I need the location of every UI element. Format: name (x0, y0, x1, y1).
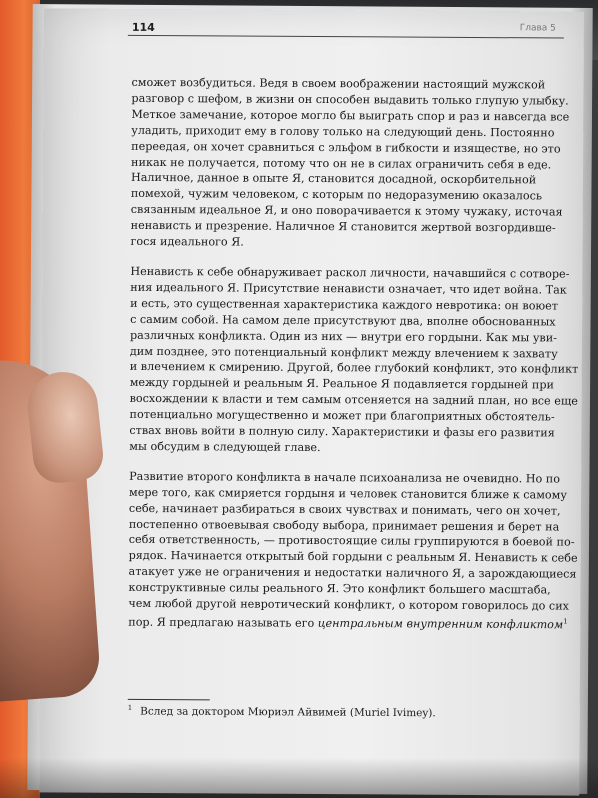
footnote-text: Вслед за доктором Мюриэл Айвимей (Muriel Ivimey). (140, 705, 436, 720)
text-line: себе, начинает разбираться в своих чувствах и понимать, чего он хочет, (128, 501, 561, 518)
text-line: переедая, он хочет сравниться с эльфом в гибкости и изяществе, но это (131, 139, 561, 156)
text-line: атакует уже не ограничения и недостатки наличного Я, а зарождающиеся (128, 565, 577, 581)
text-line (128, 612, 568, 633)
text-line: постепенно отвоевывая свободу выбора, принимает решения и берет на (128, 517, 560, 534)
running-head: Глава 5 (519, 23, 556, 34)
paragraph (130, 75, 570, 253)
text-line: Наличное, данное в опыте Я, становится досадной, оскорбительной (130, 171, 537, 187)
header-rule (128, 35, 564, 39)
text-line: уладить, приходит ему в голову только на следующий день. Постоянно (131, 123, 555, 140)
text-line: и есть, это существенная характеристика каждого невротика: он воюет (130, 296, 559, 313)
text-line: разговор с шефом, в жизни он способен выдавить только глупую улыбку. (131, 91, 569, 108)
text-line: никак не получается, потому что он не в силах ограничить себя в еде. (131, 155, 552, 171)
text-line: мере того, как смиряется гордыня и человек становится ближе к самому (129, 485, 568, 502)
text-line: чем любой другой невротический конфликт, о котором говорилось до сих (128, 596, 570, 613)
text-line: сможет возбудиться. Ведя в своем воображении настоящий мужской (131, 75, 546, 92)
footnote (128, 704, 436, 719)
emphasis-text: центральным внутренним конфликтом (317, 616, 564, 632)
text-line: Меткое замечание, которое могло бы выиграть спор и раз и навсегда все (131, 107, 570, 124)
text-line: восхождении к власти и тем самым отсеняется на задний план, но все еще (129, 392, 578, 408)
body-text (128, 75, 579, 633)
text-line: ненависть и презрение. Наличное Я становится жертвой возгордивше- (130, 219, 556, 235)
text-line: связанным идеальное Я, и оно поворачивается к этому чужаку, источая (130, 203, 563, 219)
text-line: ния идеального Я. Присутствие ненависти означает, что идет война. Так (130, 280, 567, 297)
paragraphs (128, 75, 579, 633)
text-line: мы обсудим в следующей главе. (129, 439, 321, 454)
text-line: потенциально могущественно и может при благоприятных обстоятель- (129, 408, 555, 424)
text-line: Ненависть к себе обнаруживает раскол личности, начавшийся с сотворе- (130, 264, 570, 281)
text-line: Развитие второго конфликта в начале психоанализа не очевидно. Но по (129, 469, 561, 486)
paragraph (128, 469, 578, 633)
text-line: себя ответственность, — противостоящие силы группируются в боевой по- (128, 533, 575, 550)
footnote-mark: 1 (127, 703, 133, 712)
paragraph (129, 264, 579, 457)
text-line: помехой, чужим человеком, с которым по недоразумению оказалось (130, 187, 543, 203)
text-line: рядок. Начинается открытый бой гордыни с реальным Я. Ненависть к себе (128, 549, 578, 565)
text-line: и влечением к смирению. Другой, более глубокий конфликт, это конфликт (129, 360, 579, 377)
bottom-shadow (0, 758, 598, 798)
text-line: различных конфликта. Один из них — внутри его гордыни. Как мы уви- (129, 328, 558, 345)
footnote-reference: 1 (563, 617, 568, 626)
text-line: конструктивные силы реального Я. Это конфликт большего масштаба, (128, 581, 551, 597)
text-line: между гордыней и реальным Я. Реальное Я подавляется гордыней при (129, 376, 555, 392)
text-fragment: пор. Я предлагаю называть его (128, 615, 318, 630)
text-line: гося идеального Я. (130, 234, 244, 249)
text-line: дим позднее, это потенциальный конфликт между влечением к захвату (129, 344, 558, 360)
text-line: ствах вновь войти в полную силу. Характеристики и фазы его развития (129, 423, 555, 440)
book-page (39, 8, 584, 795)
text-line: с самим собой. На самом деле присутствуют два, вполне обоснованных (130, 312, 556, 329)
footnote-rule (128, 699, 210, 701)
page-number: 114 (131, 20, 155, 35)
